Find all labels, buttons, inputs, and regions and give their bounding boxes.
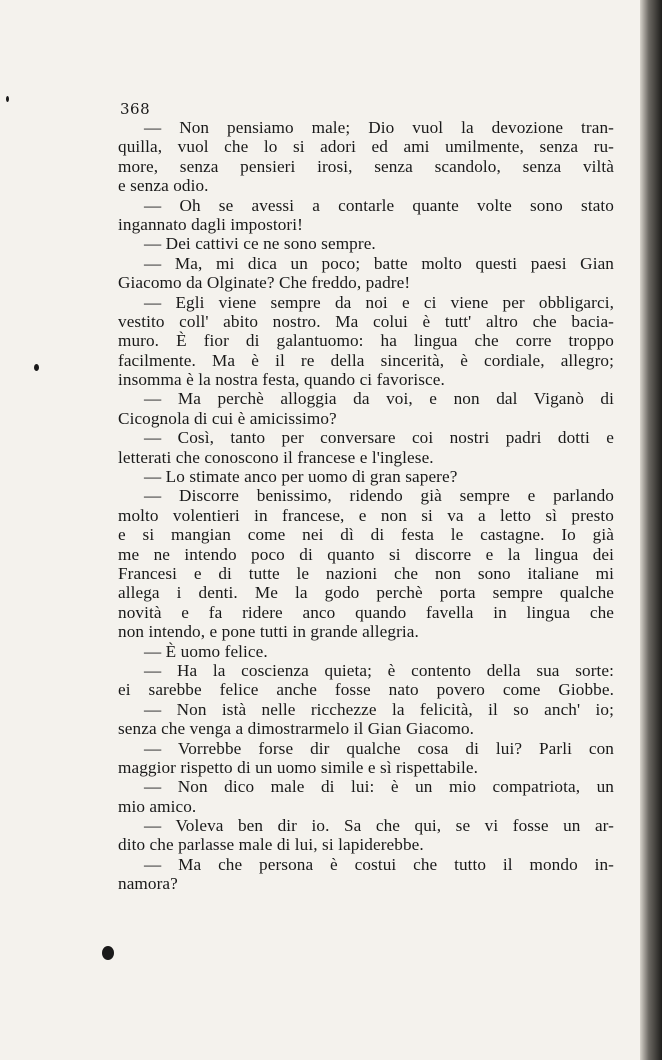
text-line: Giacomo da Olginate? Che freddo, padre! bbox=[118, 273, 411, 293]
ink-dot bbox=[34, 364, 39, 371]
text-line: — È uomo felice. bbox=[144, 641, 268, 661]
text-line: — Discorre benissimo, ridendo già sempre e parlando bbox=[144, 486, 614, 506]
text-line: — Ha la coscienza quieta; è contento della sua sorte: bbox=[144, 660, 614, 680]
text-line: — Dei cattivi ce ne sono sempre. bbox=[144, 234, 376, 254]
text-line: senza che venga a dimostrarmelo il Gian Giacomo. bbox=[118, 719, 475, 739]
text-line: — Oh se avessi a contarle quante volte sono stato bbox=[144, 195, 614, 215]
text-line: e senza odio. bbox=[118, 176, 209, 196]
body-text bbox=[118, 118, 614, 894]
text-line: e si mangian come nei dì di festa le castagne. Io già bbox=[118, 525, 614, 545]
text-line: insomma è la nostra festa, quando ci favorisce. bbox=[118, 370, 445, 390]
text-line: maggior rispetto di un uomo simile e sì rispettabile. bbox=[118, 757, 478, 777]
page-number: 368 bbox=[120, 100, 151, 118]
text-line: — Voleva ben dir io. Sa che qui, se vi fosse un ar- bbox=[144, 816, 614, 836]
text-line: namora? bbox=[118, 874, 178, 894]
text-line: me ne intendo poco di quanto si discorre e la lingua dei bbox=[118, 544, 614, 564]
text-line: — Così, tanto per conversare coi nostri padri dotti e bbox=[144, 428, 614, 448]
page-edge-shadow bbox=[640, 0, 662, 1060]
text-line: — Non istà nelle ricchezze la felicità, il so anch' io; bbox=[144, 699, 614, 719]
text-line: — Egli viene sempre da noi e ci viene per obbligarci, bbox=[144, 292, 614, 312]
text-line: — Non dico male di lui: è un mio compatriota, un bbox=[144, 777, 614, 797]
text-line: — Non pensiamo male; Dio vuol la devozione tran- bbox=[144, 118, 614, 137]
text-line: facilmente. Ma è il re della sincerità, è cordiale, allegro; bbox=[118, 350, 614, 370]
text-line: ingannato dagli impostori! bbox=[118, 214, 303, 234]
text-line: letterati che conoscono il francese e l'inglese. bbox=[118, 447, 434, 467]
text-line: — Vorrebbe forse dir qualche cosa di lui? Parli con bbox=[144, 738, 614, 758]
ink-dot bbox=[102, 946, 114, 960]
text-line: Cicognola di cui è amicissimo? bbox=[118, 408, 337, 428]
text-line: mio amico. bbox=[118, 796, 197, 816]
text-line: Francesi e di tutte le nazioni che non sono italiane mi bbox=[118, 563, 614, 583]
text-line: ei sarebbe felice anche fosse nato povero come Giobbe. bbox=[118, 680, 614, 700]
text-line: molto volentieri in francese, e non si va a letto sì presto bbox=[118, 505, 614, 525]
text-line: dito che parlasse male di lui, si lapiderebbe. bbox=[118, 835, 424, 855]
text-line: allega i denti. Me la godo perchè porta sempre qualche bbox=[118, 583, 614, 603]
text-line: — Lo stimate anco per uomo di gran sapere? bbox=[144, 467, 458, 487]
text-line: — Ma perchè alloggia da voi, e non dal Viganò di bbox=[144, 389, 614, 409]
text-line: — Ma che persona è costui che tutto il mondo in- bbox=[144, 854, 614, 874]
text-line: — Ma, mi dica un poco; batte molto questi paesi Gian bbox=[144, 253, 614, 273]
text-line: non intendo, e pone tutti in grande allegria. bbox=[118, 622, 419, 642]
text-line: novità e fa ridere anco quando favella in lingua che bbox=[118, 602, 614, 622]
text-line: vestito coll' abito nostro. Ma colui è tutt' altro che bacia- bbox=[118, 311, 614, 331]
text-line: muro. È fior di galantuomo: ha lingua che corre troppo bbox=[118, 331, 614, 351]
text-line: quilla, vuol che lo si adori ed ami umilmente, senza ru- bbox=[118, 137, 614, 157]
ink-dot bbox=[6, 96, 9, 102]
text-line: more, senza pensieri irosi, senza scandolo, senza viltà bbox=[118, 156, 614, 176]
